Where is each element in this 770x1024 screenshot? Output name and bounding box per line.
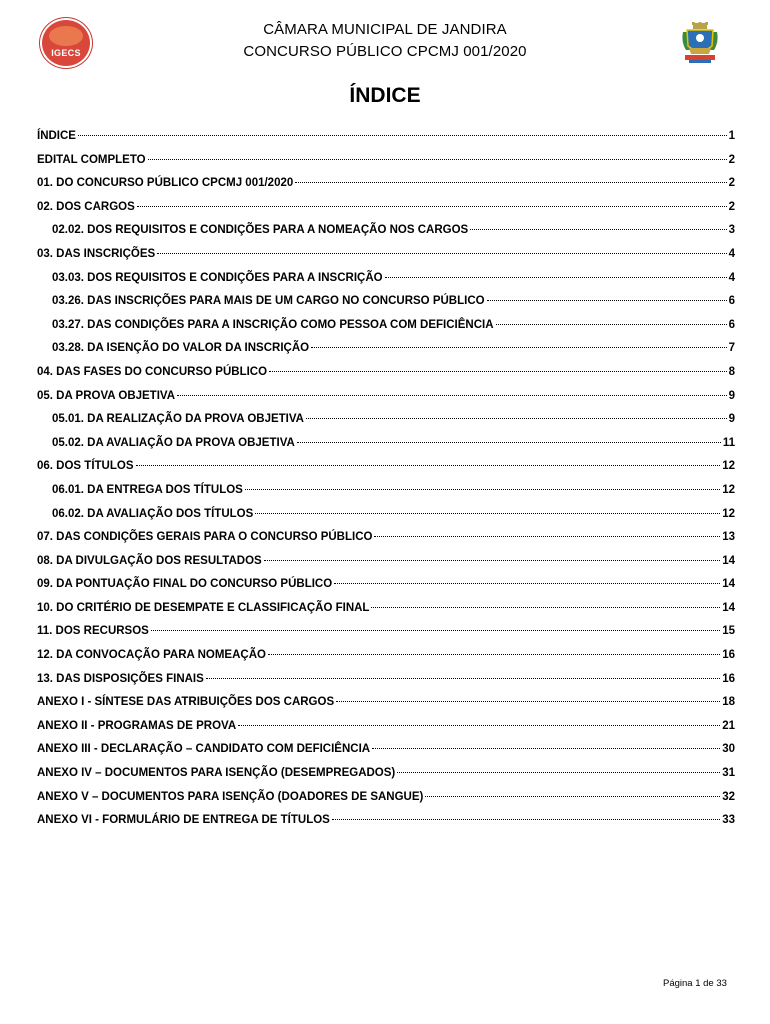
toc-dot-leader — [295, 169, 726, 183]
toc-entry-label: 09. DA PONTUAÇÃO FINAL DO CONCURSO PÚBLICO — [37, 578, 333, 591]
toc-entry-page: 16 — [722, 649, 735, 662]
toc-entry-label: 03.03. DOS REQUISITOS E CONDIÇÕES PARA A INSCRIÇÃO — [52, 271, 383, 284]
toc-entry-label: 04. DAS FASES DO CONCURSO PÚBLICO — [37, 365, 268, 378]
logo-text: IGECS — [51, 48, 81, 58]
toc-entry-label: 03.28. DA ISENÇÃO DO VALOR DA INSCRIÇÃO — [52, 342, 310, 355]
toc-entry-page: 3 — [728, 224, 735, 237]
toc-entry-label: 13. DAS DISPOSIÇÕES FINAIS — [37, 672, 204, 685]
toc-dot-leader — [425, 783, 720, 797]
toc-entry-page: 14 — [722, 578, 735, 591]
toc-dot-leader — [136, 452, 721, 466]
toc-entry-page: 14 — [722, 601, 735, 614]
toc-entry-page: 32 — [722, 790, 735, 803]
toc-entry-label: 08. DA DIVULGAÇÃO DOS RESULTADOS — [37, 554, 262, 567]
toc-entry-label: 02. DOS CARGOS — [37, 200, 135, 213]
toc-entry-label: 10. DO CRITÉRIO DE DESEMPATE E CLASSIFICAÇÃO FINAL — [37, 601, 370, 614]
toc-dot-leader — [264, 547, 721, 561]
table-of-contents — [37, 125, 735, 833]
toc-dot-leader — [78, 122, 727, 136]
toc-dot-leader — [496, 311, 727, 325]
toc-entry-label: 02.02. DOS REQUISITOS E CONDIÇÕES PARA A NOMEAÇÃO NOS CARGOS — [52, 224, 469, 237]
toc-entry-label: 11. DOS RECURSOS — [37, 625, 149, 638]
toc-dot-leader — [372, 735, 720, 749]
toc-entry-label: 05.02. DA AVALIAÇÃO DA PROVA OBJETIVA — [52, 436, 295, 449]
toc-entry-label: ANEXO I - SÍNTESE DAS ATRIBUIÇÕES DOS CARGOS — [37, 696, 335, 709]
toc-entry-label: 06. DOS TÍTULOS — [37, 460, 134, 473]
toc-entry-page: 2 — [728, 153, 735, 166]
toc-dot-leader — [371, 594, 720, 608]
toc-entry-page: 18 — [722, 696, 735, 709]
toc-dot-leader — [374, 523, 720, 537]
toc-dot-leader — [311, 334, 727, 348]
toc-dot-leader — [297, 429, 721, 443]
toc-entry-page: 6 — [728, 295, 735, 308]
toc-dot-leader — [269, 358, 727, 372]
header-chamber-name: CÂMARA MUNICIPAL DE JANDIRA — [263, 21, 507, 38]
toc-entry[interactable] — [37, 809, 735, 833]
toc-dot-leader — [148, 146, 727, 160]
toc-entry-page: 11 — [722, 436, 735, 449]
toc-entry-page: 2 — [728, 200, 735, 213]
toc-entry-label: 06.01. DA ENTREGA DOS TÍTULOS — [52, 483, 243, 496]
toc-entry-label: ANEXO II - PROGRAMAS DE PROVA — [37, 719, 237, 732]
toc-entry-label: 05. DA PROVA OBJETIVA — [37, 389, 176, 402]
toc-dot-leader — [238, 712, 720, 726]
toc-dot-leader — [332, 806, 720, 820]
toc-dot-leader — [255, 500, 720, 514]
toc-dot-leader — [306, 405, 727, 419]
toc-entry-label: EDITAL COMPLETO — [37, 153, 146, 166]
toc-entry-page: 13 — [722, 531, 735, 544]
toc-entry-label: ANEXO III - DECLARAÇÃO – CANDIDATO COM DEFICIÊNCIA — [37, 743, 371, 756]
toc-entry-page: 12 — [722, 460, 735, 473]
toc-entry-page: 14 — [722, 554, 735, 567]
toc-entry-page: 21 — [722, 719, 735, 732]
toc-entry-page: 33 — [722, 814, 735, 827]
toc-entry-page: 12 — [722, 483, 735, 496]
toc-entry-page: 9 — [728, 413, 735, 426]
toc-entry-page: 31 — [722, 767, 735, 780]
toc-entry-page: 6 — [728, 318, 735, 331]
toc-entry-label: 12. DA CONVOCAÇÃO PARA NOMEAÇÃO — [37, 649, 266, 662]
toc-dot-leader — [151, 617, 720, 631]
toc-entry-page: 7 — [728, 342, 735, 355]
toc-dot-leader — [206, 665, 720, 679]
toc-dot-leader — [470, 216, 726, 230]
toc-entry-label: 03.26. DAS INSCRIÇÕES PARA MAIS DE UM CARGO NO CONCURSO PÚBLICO — [52, 295, 485, 308]
toc-dot-leader — [334, 570, 720, 584]
toc-entry-label: 03.27. DAS CONDIÇÕES PARA A INSCRIÇÃO COMO PESSOA COM DEFICIÊNCIA — [52, 318, 494, 331]
toc-dot-leader — [245, 476, 720, 490]
toc-entry-label: ÍNDICE — [37, 130, 76, 142]
toc-entry-page: 30 — [722, 743, 735, 756]
toc-entry-label: ANEXO VI - FORMULÁRIO DE ENTREGA DE TÍTULOS — [37, 814, 330, 827]
toc-dot-leader — [137, 193, 727, 207]
toc-entry-page: 4 — [728, 247, 735, 260]
toc-entry-label: ANEXO V – DOCUMENTOS PARA ISENÇÃO (DOADORES DE SANGUE) — [37, 790, 424, 803]
page-title: ÍNDICE — [349, 84, 421, 107]
toc-entry-label: 01. DO CONCURSO PÚBLICO CPCMJ 001/2020 — [37, 177, 294, 190]
toc-dot-leader — [177, 382, 727, 396]
toc-entry-page: 12 — [722, 507, 735, 520]
toc-entry-page: 9 — [728, 389, 735, 402]
toc-entry-page: 15 — [722, 625, 735, 638]
page-number-footer: Página 1 de 33 — [663, 978, 727, 989]
toc-dot-leader — [397, 759, 720, 773]
toc-dot-leader — [268, 641, 720, 655]
toc-entry-label: ANEXO IV – DOCUMENTOS PARA ISENÇÃO (DESEMPREGADOS) — [37, 767, 396, 780]
toc-entry-page: 8 — [728, 365, 735, 378]
toc-dot-leader — [385, 264, 727, 278]
toc-entry-page: 2 — [728, 177, 735, 190]
toc-dot-leader — [157, 240, 726, 254]
toc-entry-page: 4 — [728, 271, 735, 284]
toc-dot-leader — [336, 688, 720, 702]
toc-entry-page: 16 — [722, 672, 735, 685]
toc-entry-page: 1 — [728, 130, 735, 142]
header-contest-name: CONCURSO PÚBLICO CPCMJ 001/2020 — [243, 43, 527, 60]
toc-dot-leader — [487, 287, 727, 301]
toc-entry-label: 06.02. DA AVALIAÇÃO DOS TÍTULOS — [52, 507, 254, 520]
toc-entry-label: 03. DAS INSCRIÇÕES — [37, 247, 156, 260]
toc-entry-label: 05.01. DA REALIZAÇÃO DA PROVA OBJETIVA — [52, 413, 304, 426]
toc-entry-label: 07. DAS CONDIÇÕES GERAIS PARA O CONCURSO PÚBLICO — [37, 531, 373, 544]
